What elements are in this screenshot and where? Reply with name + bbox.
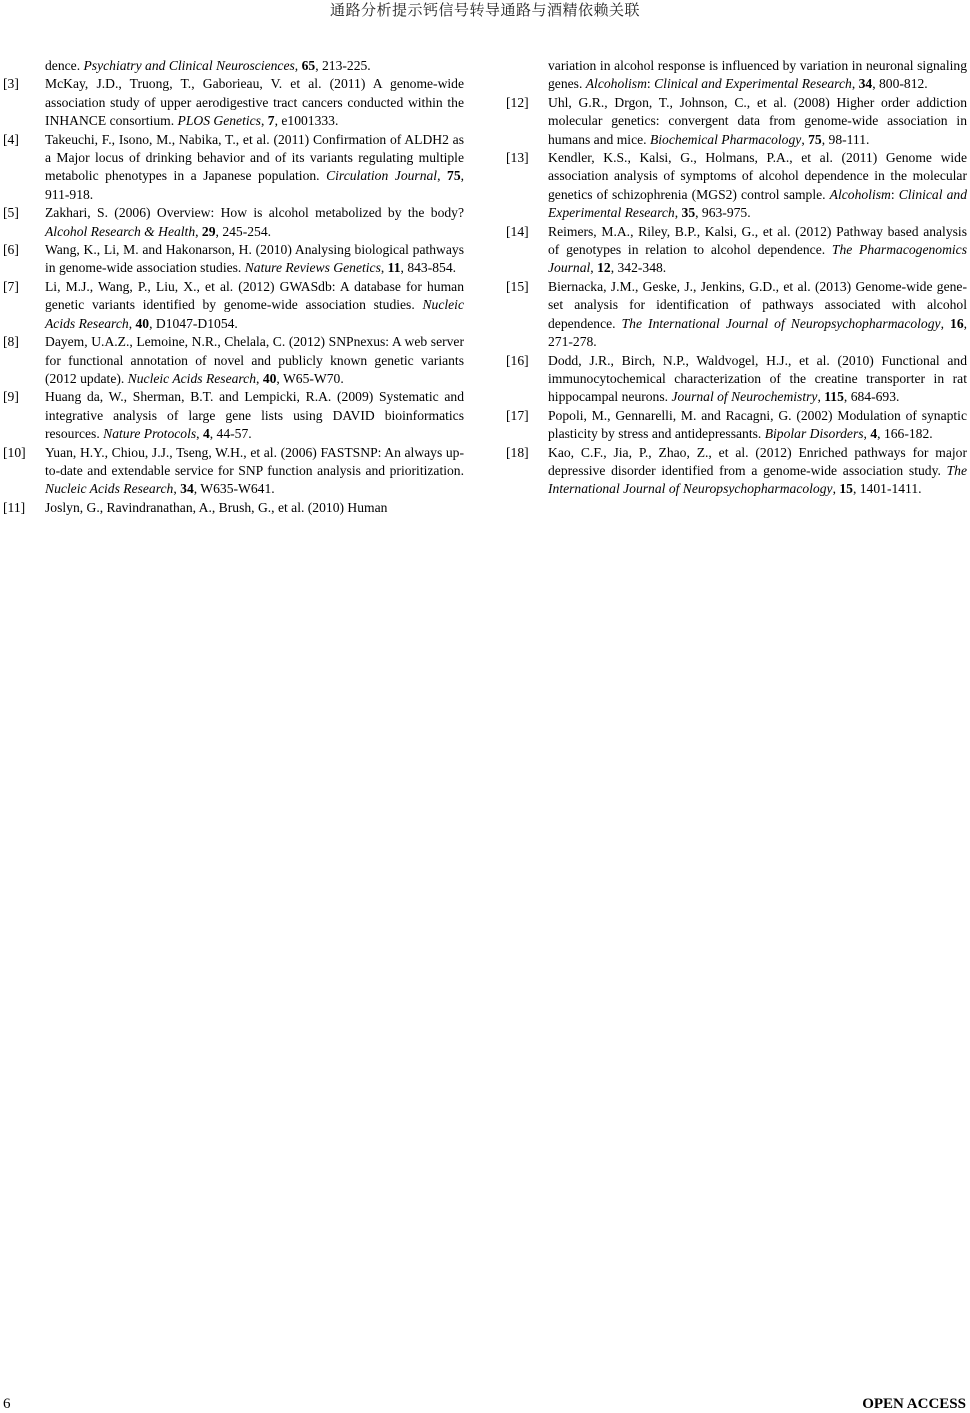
reference-number: [13] — [506, 150, 529, 166]
reference-body — [548, 444, 967, 499]
reference-text: , 911-918. — [45, 168, 465, 202]
volume-number: 34 — [858, 76, 873, 92]
reference-number: [17] — [506, 407, 529, 423]
reference-text: Dayem, U.A.Z., Lemoine, N.R., Chelala, C. (2012) SNPnexus: A web server for functional annotation of novel and publicly known genetic variants (2012 update). — [45, 334, 464, 386]
page-number: 6 — [3, 1396, 11, 1412]
reference-body — [45, 204, 464, 241]
volume-number: 29 — [201, 223, 216, 239]
reference-text: , 166-182. — [877, 426, 933, 442]
reference-body — [548, 352, 967, 407]
reference-text: , e1001333. — [274, 113, 339, 129]
reference-text: Kendler, K.S., Kalsi, G., Holmans, P.A., et al. (2011) Genome wide association analysis of symptoms of alcohol dependence in the molecular genetics of schizophrenia (MGS2) control sample. — [548, 150, 967, 202]
reference-text: Kao, C.F., Jia, P., Zhao, Z., et al. (2012) Enriched pathways for major depressive disorder identified from a genome-wide association study. — [548, 444, 967, 478]
reference-text: Biernacka, J.M., Geske, J., Jenkins, G.D., et al. (2013) Genome-wide gene-set analysis for identification of pathways associated with alcohol dependence. — [548, 278, 967, 331]
reference-body — [45, 333, 464, 388]
reference-text: Wang, K., Li, M. and Hakonarson, H. (2010) Analysing biological pathways in genome-wide association studies. — [45, 242, 464, 276]
reference-text: , W65-W70. — [276, 370, 344, 386]
reference-text: , 342-348. — [610, 260, 667, 276]
reference-text: , 684-693. — [843, 389, 900, 405]
volume-number: 35 — [681, 205, 696, 221]
journal-title: Nucleic Acids Research — [45, 297, 464, 331]
journal-title: Alcoholism — [829, 186, 891, 202]
reference-text: , — [863, 426, 871, 442]
reference-body — [548, 94, 967, 149]
reference-body — [45, 75, 464, 130]
reference-column-right — [506, 57, 967, 499]
journal-title: Nucleic Acids Research — [45, 481, 174, 497]
reference-number: [15] — [506, 278, 529, 294]
volume-number: 34 — [180, 481, 194, 497]
journal-title: PLOS Genetics — [177, 113, 261, 129]
journal-title: Nucleic Acids Research — [127, 370, 257, 386]
reference-text: , D1047-D1054. — [149, 315, 238, 331]
journal-title: The Pharmacogenomics Journal — [548, 242, 967, 276]
reference-item — [3, 388, 464, 443]
journal-title: Clinical and Experimental Research — [654, 76, 852, 92]
reference-number: [7] — [3, 278, 19, 294]
volume-number: 16 — [950, 315, 964, 331]
journal-title: Biochemical Pharmacology — [649, 131, 802, 147]
reference-body — [45, 444, 464, 499]
reference-body — [45, 388, 464, 443]
reference-text: , 44-57. — [209, 426, 252, 442]
reference-body — [45, 499, 464, 517]
reference-number: [12] — [506, 94, 529, 110]
reference-number: [8] — [3, 334, 19, 350]
reference-text: : — [646, 76, 655, 92]
reference-text: , 98-111. — [821, 131, 870, 147]
journal-title: Nature Protocols — [103, 426, 197, 442]
volume-number: 4 — [202, 426, 210, 442]
reference-item — [506, 223, 967, 278]
journal-title: The International Journal of Neuropsychopharmacology — [621, 315, 941, 331]
reference-item — [506, 149, 967, 223]
reference-text: dence. — [45, 58, 84, 73]
reference-item — [3, 204, 464, 241]
reference-text: Yuan, H.Y., Chiou, J.J., Tseng, W.H., et al. (2006) FASTSNP: An always up-to-date and extendable service for SNP function analysis and prioritization. — [45, 444, 464, 478]
reference-text: , W635-W641. — [193, 481, 275, 497]
reference-item — [3, 241, 464, 278]
reference-column-left — [3, 57, 464, 517]
reference-text: , — [294, 58, 302, 73]
reference-text: McKay, J.D., Truong, T., Gaborieau, V. et al. (2011) A genome-wide association study of upper aerodigestive tract cancers conducted within the INHANCE consortium. — [45, 76, 464, 129]
reference-text: : — [890, 186, 899, 202]
reference-text: Dodd, J.R., Birch, N.P., Waldvogel, H.J., et al. (2010) Functional and immunocytochemical characterization of the creatine transporter in rat hippocampal neurons. — [548, 352, 967, 405]
reference-text: , — [674, 205, 682, 221]
journal-title: Bipolar Disorders — [764, 426, 864, 442]
journal-title: Circulation Journal — [326, 168, 438, 184]
reference-number: [14] — [506, 223, 529, 239]
reference-number: [10] — [3, 444, 26, 460]
volume-number: 65 — [301, 58, 316, 73]
reference-continuation — [506, 57, 967, 94]
open-access-label: OPEN ACCESS — [862, 1396, 966, 1412]
reference-item — [3, 278, 464, 333]
reference-text: , 843-854. — [400, 260, 457, 276]
reference-text: , — [196, 426, 203, 442]
volume-number: 12 — [597, 260, 611, 276]
reference-item — [3, 75, 464, 130]
reference-text: , 1401-1411. — [852, 481, 922, 497]
reference-body — [548, 278, 967, 352]
reference-body — [548, 149, 967, 223]
reference-item — [506, 444, 967, 499]
reference-number: [4] — [3, 131, 19, 147]
reference-item — [506, 407, 967, 444]
reference-text: Li, M.J., Wang, P., Liu, X., et al. (2012) GWASdb: A database for human genetic variants identified by genome-wide association studies. — [45, 278, 464, 313]
reference-number: [5] — [3, 205, 19, 221]
journal-title: Alcohol Research & Health — [45, 223, 196, 239]
journal-title: Nature Reviews Genetics — [244, 260, 381, 276]
volume-number: 40 — [135, 315, 150, 331]
reference-body — [548, 223, 967, 278]
reference-text: Huang da, W., Sherman, B.T. and Lempicki, R.A. (2009) Systematic and integrative analysis of large gene lists using DAVID bioinformatics resources. — [45, 389, 464, 442]
volume-number: 4 — [870, 426, 878, 442]
reference-continuation — [3, 57, 464, 75]
reference-body — [45, 241, 464, 278]
reference-text: , — [260, 113, 268, 129]
volume-number: 11 — [387, 260, 401, 276]
reference-text: , — [128, 315, 136, 331]
reference-list — [3, 75, 464, 517]
reference-text: variation in alcohol response is influenced by variation in neuronal signaling genes. — [548, 58, 967, 92]
reference-body — [45, 278, 464, 333]
reference-text: , — [817, 389, 825, 405]
volume-number: 75 — [808, 131, 822, 147]
reference-text: , — [195, 223, 202, 239]
reference-item — [3, 499, 464, 517]
reference-item — [506, 352, 967, 407]
reference-text: Popoli, M., Gennarelli, M. and Racagni, G. (2002) Modulation of synaptic plasticity by stress and antidepressants. — [548, 407, 967, 442]
reference-item — [3, 131, 464, 205]
reference-text: Joslyn, G., Ravindranathan, A., Brush, G., et al. (2010) Human — [45, 499, 388, 515]
reference-number: [16] — [506, 352, 529, 368]
reference-number: [18] — [506, 444, 529, 460]
reference-body — [548, 407, 967, 444]
reference-text: , — [940, 315, 951, 331]
running-header: 通路分析提示钙信号转导通路与酒精依赖关联 — [329, 1, 640, 19]
reference-number: [9] — [3, 389, 19, 405]
journal-title: Journal of Neurochemistry — [671, 389, 818, 405]
journal-title: Alcoholism — [585, 76, 647, 92]
reference-list — [506, 94, 967, 499]
reference-text: Uhl, G.R., Drgon, T., Johnson, C., et al. (2008) Higher order addiction molecular genetics: convergent data from genome-wide association in humans and mice. — [548, 94, 967, 147]
reference-text: Reimers, M.A., Riley, B.P., Kalsi, G., et al. (2012) Pathway based analysis of genotypes in relation to alcohol dependence. — [548, 223, 967, 258]
volume-number: 7 — [267, 113, 275, 129]
reference-text: , 213-225. — [315, 58, 371, 73]
reference-item — [3, 333, 464, 388]
journal-title: Clinical and Experimental Research — [548, 186, 967, 221]
reference-text: , — [380, 260, 388, 276]
reference-text: , — [437, 168, 448, 184]
reference-item — [506, 94, 967, 149]
volume-number: 15 — [839, 481, 853, 497]
reference-text: , — [832, 481, 840, 497]
reference-number: [3] — [3, 76, 19, 92]
reference-text: , 271-278. — [548, 315, 968, 350]
reference-text: , 800-812. — [872, 76, 928, 92]
reference-text: Takeuchi, F., Isono, M., Nabika, T., et al. (2011) Confirmation of ALDH2 as a Major locus of drinking behavior and of its variants regulating multiple metabolic phenotypes in a Japanese population. — [45, 131, 464, 184]
reference-text: , — [256, 370, 263, 386]
reference-text: , 245-254. — [215, 223, 272, 239]
reference-number: [11] — [3, 499, 26, 515]
reference-item — [506, 278, 967, 352]
volume-number: 40 — [262, 370, 277, 386]
reference-body — [45, 131, 464, 205]
reference-text: Zakhari, S. (2006) Overview: How is alcohol metabolized by the body? — [45, 205, 464, 221]
volume-number: 115 — [824, 389, 844, 405]
journal-title: The International Journal of Neuropsychopharmacology — [548, 462, 967, 497]
reference-text: , — [173, 481, 181, 497]
reference-text: , — [801, 131, 809, 147]
reference-number: [6] — [3, 242, 19, 258]
reference-text: , 963-975. — [695, 205, 751, 221]
reference-text: , — [590, 260, 598, 276]
volume-number: 75 — [447, 168, 461, 184]
reference-item — [3, 444, 464, 499]
journal-title: Psychiatry and Clinical Neurosciences — [83, 58, 295, 73]
reference-text: , — [851, 76, 859, 92]
